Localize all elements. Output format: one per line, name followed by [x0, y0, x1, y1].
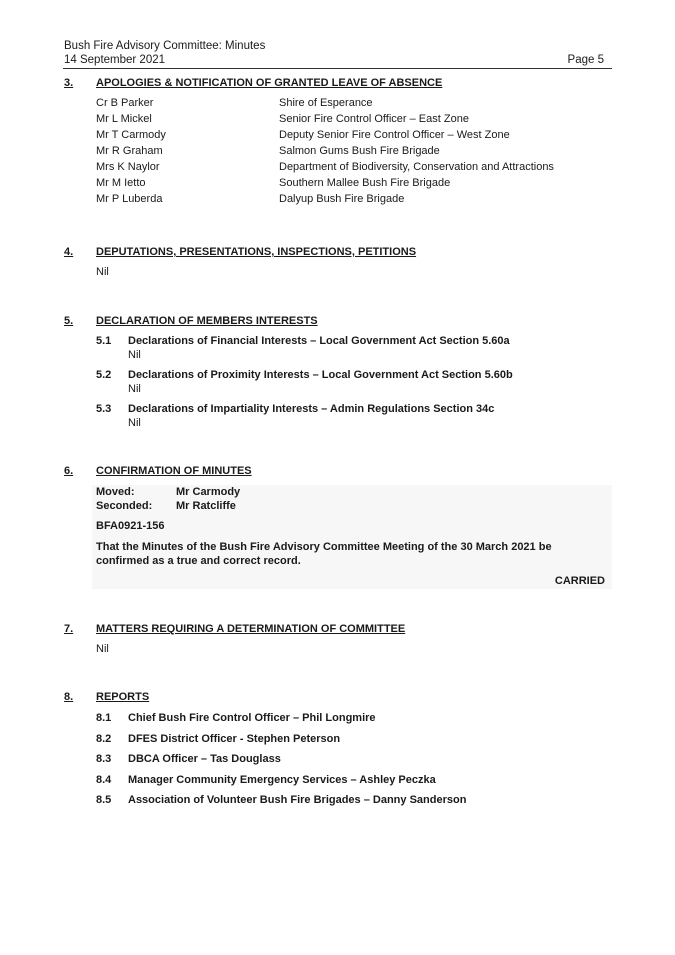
document-title: Bush Fire Advisory Committee: Minutes [64, 40, 266, 52]
subsection-title: Declarations of Financial Interests – Local Government Act Section 5.60a [128, 335, 510, 347]
section-3-number: 3. [64, 77, 74, 89]
apology-name: Mr P Luberda [96, 193, 163, 205]
section-6-title: CONFIRMATION OF MINUTES [96, 465, 252, 477]
subsection-body: Nil [128, 417, 141, 429]
apology-name: Mr L Mickel [96, 113, 152, 125]
resolution-box [92, 485, 612, 589]
subsection-title: Declarations of Impartiality Interests – Admin Regulations Section 34c [128, 403, 495, 415]
report-number: 8.4 [96, 774, 112, 786]
moved-value: Mr Carmody [176, 486, 241, 498]
section-7-body: Nil [96, 643, 109, 655]
apology-org: Dalyup Bush Fire Brigade [279, 193, 405, 205]
seconded-label: Seconded: [96, 500, 153, 512]
apology-org: Senior Fire Control Officer – East Zone [279, 113, 469, 125]
report-number: 8.5 [96, 794, 112, 806]
header-divider [63, 68, 612, 69]
report-title: Manager Community Emergency Services – Ashley Peczka [128, 774, 436, 786]
apology-name: Cr B Parker [96, 97, 154, 109]
apology-org: Salmon Gums Bush Fire Brigade [279, 145, 440, 157]
moved-label: Moved: [96, 486, 135, 498]
apology-org: Department of Biodiversity, Conservation and Attractions [279, 161, 554, 173]
meeting-date: 14 September 2021 [64, 54, 166, 66]
section-7-number: 7. [64, 623, 74, 635]
subsection-number: 5.1 [96, 335, 112, 347]
page-number: Page 5 [567, 54, 604, 66]
resolution-id: BFA0921-156 [96, 520, 165, 532]
section-3-title: APOLOGIES & NOTIFICATION OF GRANTED LEAVE OF ABSENCE [96, 77, 443, 89]
resolution-text-line-1: That the Minutes of the Bush Fire Advisory Committee Meeting of the 30 March 2021 be [96, 541, 552, 553]
report-number: 8.3 [96, 753, 112, 765]
section-8-number: 8. [64, 691, 74, 703]
report-number: 8.2 [96, 733, 112, 745]
subsection-title: Declarations of Proximity Interests – Local Government Act Section 5.60b [128, 369, 513, 381]
apology-name: Mrs K Naylor [96, 161, 160, 173]
section-8-title: REPORTS [96, 691, 150, 703]
apology-name: Mr R Graham [96, 145, 163, 157]
apology-org: Southern Mallee Bush Fire Brigade [279, 177, 451, 189]
subsection-number: 5.3 [96, 403, 112, 415]
subsection-body: Nil [128, 383, 141, 395]
section-4-title: DEPUTATIONS, PRESENTATIONS, INSPECTIONS, PETITIONS [96, 246, 417, 258]
report-title: Chief Bush Fire Control Officer – Phil Longmire [128, 712, 376, 724]
section-4-body: Nil [96, 266, 109, 278]
subsection-number: 5.2 [96, 369, 112, 381]
apology-org: Deputy Senior Fire Control Officer – West Zone [279, 129, 510, 141]
subsection-body: Nil [128, 349, 141, 361]
section-7-title: MATTERS REQUIRING A DETERMINATION OF COMMITTEE [96, 623, 406, 635]
report-title: DFES District Officer - Stephen Peterson [128, 733, 341, 745]
apology-name: Mr T Carmody [96, 129, 166, 141]
section-4-number: 4. [64, 246, 74, 258]
section-5-title: DECLARATION OF MEMBERS INTERESTS [96, 315, 318, 327]
resolution-outcome: CARRIED [554, 575, 605, 587]
apology-name: Mr M Ietto [96, 177, 146, 189]
seconded-value: Mr Ratcliffe [176, 500, 236, 512]
section-6-number: 6. [64, 465, 74, 477]
resolution-text-line-2: confirmed as a true and correct record. [96, 555, 301, 567]
section-5-number: 5. [64, 315, 74, 327]
report-title: DBCA Officer – Tas Douglass [128, 753, 281, 765]
report-number: 8.1 [96, 712, 112, 724]
report-title: Association of Volunteer Bush Fire Brigades – Danny Sanderson [128, 794, 467, 806]
apology-org: Shire of Esperance [279, 97, 373, 109]
